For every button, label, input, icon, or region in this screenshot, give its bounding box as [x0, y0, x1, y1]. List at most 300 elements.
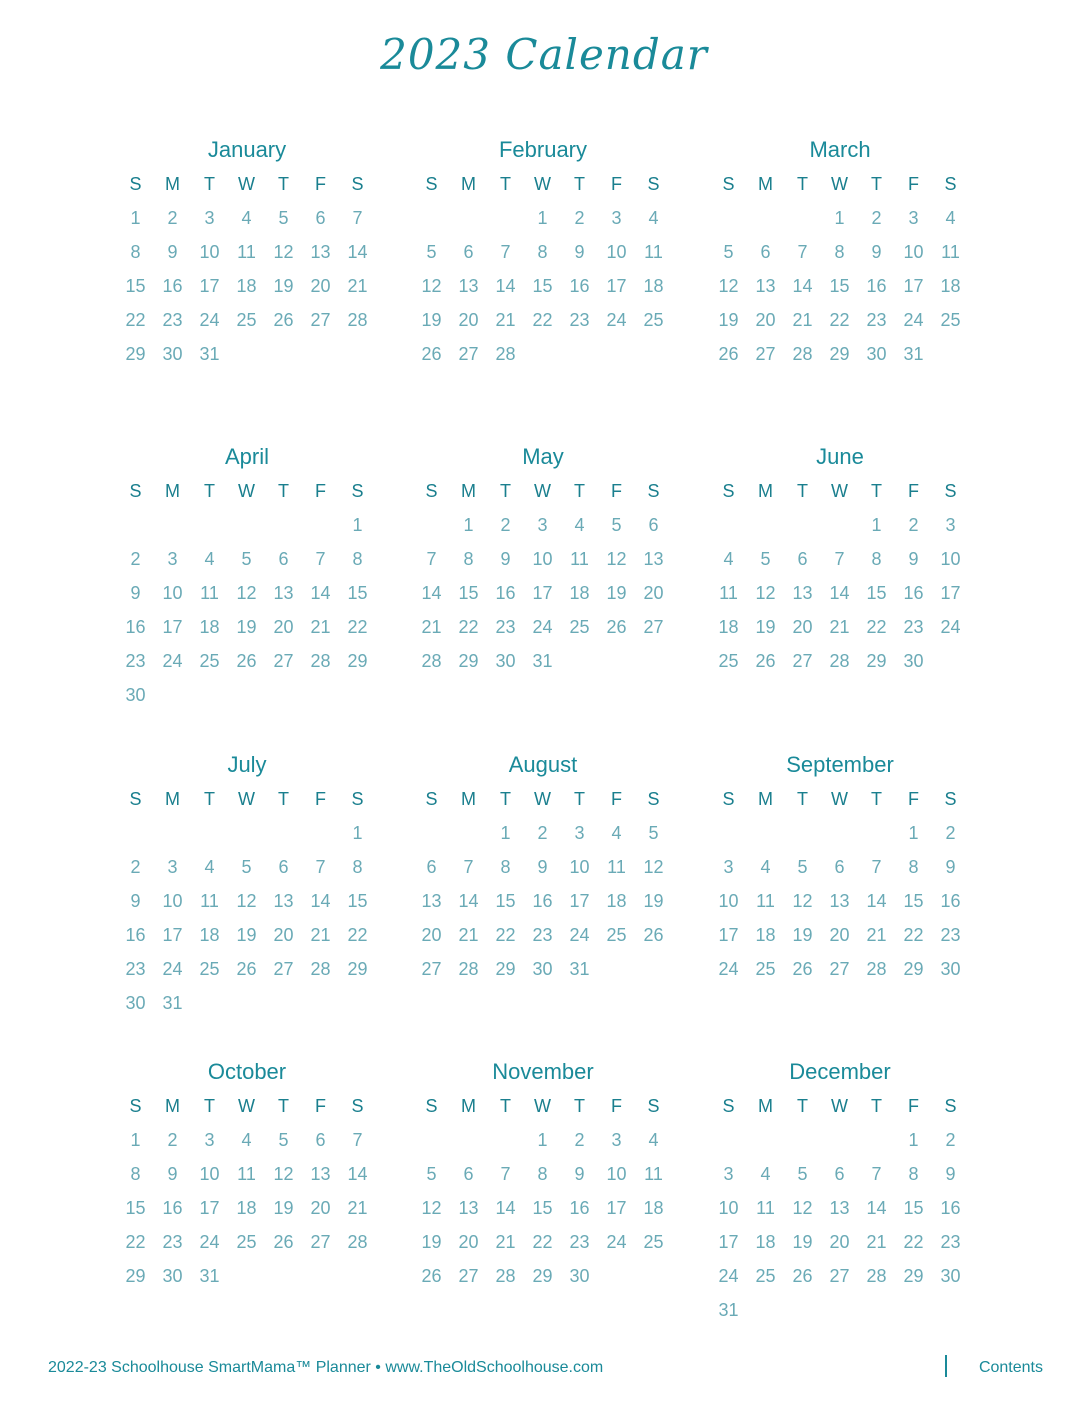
weekday-header: T — [500, 481, 511, 501]
empty-day — [821, 1123, 858, 1157]
day-cell: 27 — [273, 651, 294, 671]
day-cell: 13 — [829, 1198, 850, 1218]
day-cell: 15 — [458, 583, 479, 603]
day-cell: 6 — [834, 1164, 845, 1184]
day-cell: 29 — [347, 959, 368, 979]
day-cell: 9 — [500, 549, 511, 569]
weekday-header: T — [204, 174, 215, 194]
day-cell: 2 — [945, 1130, 956, 1150]
day-cell: 4 — [648, 1130, 659, 1150]
weekday-header: T — [500, 789, 511, 809]
month-name: January — [207, 137, 287, 162]
day-cell: 26 — [643, 925, 664, 945]
day-cell: 16 — [940, 891, 961, 911]
weekday-header: S — [351, 174, 364, 194]
day-cell: 22 — [866, 617, 887, 637]
weekday-header: S — [425, 1096, 438, 1116]
weekday-header: F — [908, 1096, 919, 1116]
day-cell: 15 — [829, 276, 850, 296]
day-cell: 27 — [458, 1266, 479, 1286]
day-cell: 7 — [871, 857, 882, 877]
day-cell: 2 — [574, 208, 585, 228]
day-cell: 8 — [463, 549, 474, 569]
weekday-header: W — [534, 481, 551, 501]
day-cell: 11 — [237, 242, 256, 262]
day-cell: 26 — [606, 617, 627, 637]
day-cell: 13 — [421, 891, 442, 911]
day-cell: 19 — [236, 617, 257, 637]
day-cell: 28 — [866, 1266, 887, 1286]
month-may — [413, 440, 673, 678]
day-cell: 10 — [569, 857, 590, 877]
day-cell: 4 — [241, 208, 252, 228]
day-cell: 7 — [426, 549, 437, 569]
day-cell: 3 — [945, 515, 956, 535]
day-cell: 2 — [574, 1130, 585, 1150]
weekday-header: T — [500, 174, 511, 194]
weekday-header: W — [238, 789, 255, 809]
day-cell: 12 — [273, 242, 294, 262]
weekday-header: M — [758, 481, 773, 501]
day-cell: 30 — [125, 685, 146, 705]
day-cell: 6 — [315, 208, 326, 228]
day-cell: 6 — [315, 1130, 326, 1150]
day-cell: 18 — [940, 276, 961, 296]
day-cell: 3 — [204, 208, 215, 228]
month-name: July — [227, 752, 267, 777]
day-cell: 12 — [792, 891, 813, 911]
month-name: December — [789, 1059, 891, 1084]
day-cell: 13 — [273, 583, 294, 603]
month-october — [117, 1055, 377, 1293]
day-cell: 29 — [347, 651, 368, 671]
day-grid — [413, 474, 673, 678]
day-cell: 20 — [458, 1232, 479, 1252]
day-grid — [710, 782, 970, 986]
day-cell: 9 — [574, 242, 585, 262]
day-cell: 5 — [426, 242, 437, 262]
empty-day — [265, 816, 302, 850]
weekday-header: T — [204, 789, 215, 809]
day-cell: 15 — [903, 1198, 924, 1218]
weekday-header: M — [758, 1096, 773, 1116]
month-name: October — [207, 1059, 287, 1084]
day-cell: 26 — [421, 344, 442, 364]
day-cell: 26 — [792, 959, 813, 979]
day-cell: 10 — [606, 1164, 627, 1184]
day-cell: 20 — [829, 1232, 850, 1252]
day-cell: 15 — [125, 276, 146, 296]
day-cell: 24 — [940, 617, 961, 637]
month-name: May — [522, 444, 564, 469]
day-cell: 29 — [829, 344, 850, 364]
weekday-header: T — [574, 789, 585, 809]
weekday-header: S — [351, 1096, 364, 1116]
day-cell: 5 — [723, 242, 734, 262]
day-cell: 12 — [606, 549, 627, 569]
empty-day — [450, 816, 487, 850]
contents-link[interactable]: Contents — [978, 1359, 1043, 1376]
day-cell: 30 — [125, 993, 146, 1013]
day-cell: 1 — [352, 823, 363, 843]
day-cell: 27 — [310, 310, 331, 330]
day-cell: 6 — [278, 857, 289, 877]
day-cell: 17 — [199, 276, 220, 296]
day-cell: 14 — [792, 276, 813, 296]
day-cell: 1 — [871, 515, 882, 535]
day-cell: 6 — [463, 242, 474, 262]
day-cell: 14 — [829, 583, 850, 603]
weekday-header: M — [165, 789, 180, 809]
day-cell: 19 — [421, 310, 442, 330]
weekday-header: S — [647, 1096, 660, 1116]
day-cell: 24 — [162, 959, 183, 979]
weekday-header: W — [831, 789, 848, 809]
day-cell: 12 — [792, 1198, 813, 1218]
day-cell: 14 — [347, 242, 368, 262]
weekday-header: S — [722, 1096, 735, 1116]
weekday-header: T — [574, 1096, 585, 1116]
day-cell: 16 — [162, 1198, 183, 1218]
day-cell: 9 — [537, 857, 548, 877]
day-cell: 25 — [940, 310, 961, 330]
empty-day — [191, 816, 228, 850]
weekday-header: S — [944, 789, 957, 809]
weekday-header: F — [315, 789, 326, 809]
day-cell: 29 — [903, 959, 924, 979]
day-cell: 12 — [643, 857, 664, 877]
day-cell: 1 — [130, 208, 141, 228]
day-cell: 27 — [829, 1266, 850, 1286]
empty-day — [302, 508, 339, 542]
day-grid — [413, 1089, 673, 1293]
day-cell: 8 — [834, 242, 845, 262]
day-cell: 30 — [162, 1266, 183, 1286]
day-cell: 12 — [421, 1198, 442, 1218]
day-cell: 28 — [347, 310, 368, 330]
empty-day — [747, 508, 784, 542]
empty-day — [487, 1123, 524, 1157]
day-cell: 19 — [643, 891, 664, 911]
day-cell: 10 — [903, 242, 924, 262]
day-cell: 7 — [871, 1164, 882, 1184]
day-cell: 29 — [458, 651, 479, 671]
weekday-header: M — [758, 789, 773, 809]
weekday-header: W — [831, 481, 848, 501]
day-cell: 30 — [940, 959, 961, 979]
day-cell: 13 — [273, 891, 294, 911]
day-cell: 14 — [458, 891, 479, 911]
empty-day — [784, 201, 821, 235]
day-cell: 18 — [236, 276, 257, 296]
day-cell: 25 — [199, 959, 220, 979]
day-grid — [117, 167, 377, 371]
day-cell: 21 — [866, 1232, 887, 1252]
day-cell: 5 — [760, 549, 771, 569]
day-cell: 18 — [643, 1198, 664, 1218]
empty-day — [413, 201, 450, 235]
day-cell: 16 — [903, 583, 924, 603]
weekday-header: T — [278, 174, 289, 194]
weekday-header: S — [129, 789, 142, 809]
day-cell: 22 — [532, 310, 553, 330]
day-cell: 18 — [199, 617, 220, 637]
day-cell: 6 — [834, 857, 845, 877]
day-cell: 23 — [162, 310, 183, 330]
day-cell: 26 — [236, 651, 257, 671]
day-cell: 16 — [532, 891, 553, 911]
day-cell: 10 — [162, 891, 183, 911]
weekday-header: S — [647, 481, 660, 501]
weekday-header: S — [944, 174, 957, 194]
day-cell: 13 — [310, 1164, 331, 1184]
day-cell: 24 — [199, 310, 220, 330]
weekday-header: F — [908, 789, 919, 809]
day-cell: 17 — [718, 1232, 739, 1252]
day-cell: 30 — [940, 1266, 961, 1286]
weekday-header: S — [722, 481, 735, 501]
month-february — [413, 133, 673, 371]
day-cell: 18 — [606, 891, 627, 911]
day-cell: 19 — [792, 1232, 813, 1252]
day-cell: 4 — [204, 549, 215, 569]
empty-day — [747, 201, 784, 235]
day-grid — [117, 1089, 377, 1293]
day-cell: 5 — [648, 823, 659, 843]
day-cell: 3 — [574, 823, 585, 843]
day-cell: 6 — [278, 549, 289, 569]
day-cell: 10 — [199, 242, 220, 262]
day-cell: 5 — [241, 857, 252, 877]
day-cell: 14 — [310, 583, 331, 603]
day-cell: 7 — [500, 242, 511, 262]
day-cell: 4 — [241, 1130, 252, 1150]
day-cell: 27 — [643, 617, 664, 637]
weekday-header: S — [425, 481, 438, 501]
day-cell: 16 — [125, 617, 146, 637]
day-cell: 4 — [611, 823, 622, 843]
day-cell: 27 — [458, 344, 479, 364]
weekday-header: S — [647, 789, 660, 809]
day-cell: 23 — [495, 617, 516, 637]
day-cell: 22 — [903, 1232, 924, 1252]
empty-day — [784, 508, 821, 542]
empty-day — [228, 816, 265, 850]
day-cell: 25 — [643, 310, 664, 330]
day-cell: 26 — [236, 959, 257, 979]
day-cell: 8 — [130, 242, 141, 262]
day-cell: 24 — [718, 1266, 739, 1286]
weekday-header: T — [204, 481, 215, 501]
day-cell: 10 — [162, 583, 183, 603]
day-cell: 18 — [643, 276, 664, 296]
weekday-header: T — [204, 1096, 215, 1116]
weekday-header: F — [611, 481, 622, 501]
weekday-header: F — [611, 174, 622, 194]
day-cell: 20 — [829, 925, 850, 945]
weekday-header: T — [278, 481, 289, 501]
day-cell: 28 — [866, 959, 887, 979]
day-cell: 9 — [871, 242, 882, 262]
day-cell: 7 — [352, 208, 363, 228]
day-cell: 11 — [756, 1198, 775, 1218]
day-cell: 31 — [903, 344, 924, 364]
weekday-header: T — [574, 174, 585, 194]
day-cell: 5 — [278, 208, 289, 228]
day-cell: 22 — [347, 925, 368, 945]
weekday-header: F — [315, 174, 326, 194]
day-cell: 9 — [167, 1164, 178, 1184]
day-cell: 17 — [718, 925, 739, 945]
day-cell: 5 — [797, 1164, 808, 1184]
empty-day — [858, 1123, 895, 1157]
empty-day — [117, 508, 154, 542]
empty-day — [710, 816, 747, 850]
footer — [48, 1355, 1043, 1383]
day-cell: 12 — [273, 1164, 294, 1184]
day-cell: 28 — [495, 344, 516, 364]
day-cell: 23 — [866, 310, 887, 330]
weekday-header: S — [425, 789, 438, 809]
day-cell: 2 — [500, 515, 511, 535]
day-cell: 31 — [532, 651, 553, 671]
day-cell: 10 — [940, 549, 961, 569]
weekday-header: M — [165, 1096, 180, 1116]
day-cell: 16 — [940, 1198, 961, 1218]
weekday-header: M — [461, 174, 476, 194]
day-cell: 10 — [532, 549, 553, 569]
day-cell: 17 — [940, 583, 961, 603]
day-cell: 4 — [648, 208, 659, 228]
day-cell: 16 — [866, 276, 887, 296]
day-cell: 23 — [125, 959, 146, 979]
day-cell: 7 — [315, 549, 326, 569]
day-cell: 15 — [347, 891, 368, 911]
day-cell: 1 — [130, 1130, 141, 1150]
day-cell: 24 — [606, 310, 627, 330]
day-cell: 18 — [236, 1198, 257, 1218]
day-cell: 11 — [644, 242, 663, 262]
weekday-header: M — [165, 174, 180, 194]
weekday-header: T — [797, 174, 808, 194]
day-cell: 10 — [718, 891, 739, 911]
day-cell: 4 — [760, 1164, 771, 1184]
day-cell: 13 — [755, 276, 776, 296]
day-cell: 19 — [606, 583, 627, 603]
day-cell: 8 — [871, 549, 882, 569]
day-cell: 15 — [347, 583, 368, 603]
day-grid — [710, 474, 970, 678]
day-cell: 21 — [829, 617, 850, 637]
day-cell: 23 — [940, 925, 961, 945]
weekday-header: T — [871, 481, 882, 501]
day-grid — [117, 474, 377, 712]
weekday-header: S — [351, 481, 364, 501]
day-cell: 11 — [237, 1164, 256, 1184]
day-cell: 1 — [537, 1130, 548, 1150]
day-cell: 3 — [611, 208, 622, 228]
day-cell: 9 — [945, 1164, 956, 1184]
day-cell: 10 — [199, 1164, 220, 1184]
day-cell: 4 — [574, 515, 585, 535]
day-cell: 17 — [606, 276, 627, 296]
day-cell: 11 — [644, 1164, 663, 1184]
day-cell: 28 — [421, 651, 442, 671]
day-cell: 1 — [908, 1130, 919, 1150]
empty-day — [413, 508, 450, 542]
empty-day — [265, 508, 302, 542]
day-cell: 28 — [495, 1266, 516, 1286]
day-cell: 16 — [125, 925, 146, 945]
day-cell: 13 — [643, 549, 664, 569]
day-cell: 8 — [908, 1164, 919, 1184]
empty-day — [858, 816, 895, 850]
day-cell: 17 — [903, 276, 924, 296]
empty-day — [747, 816, 784, 850]
day-cell: 16 — [162, 276, 183, 296]
day-cell: 24 — [569, 925, 590, 945]
day-cell: 27 — [829, 959, 850, 979]
day-cell: 25 — [643, 1232, 664, 1252]
day-cell: 13 — [792, 583, 813, 603]
day-cell: 26 — [718, 344, 739, 364]
day-cell: 17 — [162, 925, 183, 945]
day-cell: 25 — [569, 617, 590, 637]
day-cell: 11 — [200, 583, 219, 603]
day-cell: 28 — [792, 344, 813, 364]
day-cell: 5 — [426, 1164, 437, 1184]
day-cell: 22 — [125, 1232, 146, 1252]
weekday-header: T — [871, 1096, 882, 1116]
day-cell: 26 — [273, 1232, 294, 1252]
weekday-header: F — [611, 1096, 622, 1116]
day-cell: 18 — [199, 925, 220, 945]
day-grid — [117, 782, 377, 1020]
day-cell: 23 — [569, 1232, 590, 1252]
weekday-header: T — [278, 1096, 289, 1116]
day-cell: 19 — [273, 1198, 294, 1218]
day-cell: 23 — [532, 925, 553, 945]
day-cell: 26 — [755, 651, 776, 671]
weekday-header: T — [574, 481, 585, 501]
day-cell: 7 — [463, 857, 474, 877]
empty-day — [784, 1123, 821, 1157]
day-cell: 27 — [310, 1232, 331, 1252]
month-august — [413, 748, 673, 986]
month-name: September — [786, 752, 894, 777]
weekday-header: M — [461, 789, 476, 809]
day-cell: 6 — [648, 515, 659, 535]
day-cell: 17 — [199, 1198, 220, 1218]
empty-day — [487, 201, 524, 235]
day-cell: 23 — [903, 617, 924, 637]
day-cell: 14 — [310, 891, 331, 911]
weekday-header: T — [797, 1096, 808, 1116]
footer-divider — [945, 1355, 947, 1377]
weekday-header: W — [238, 174, 255, 194]
day-cell: 23 — [569, 310, 590, 330]
weekday-header: W — [534, 1096, 551, 1116]
day-cell: 2 — [945, 823, 956, 843]
weekday-header: S — [129, 1096, 142, 1116]
empty-day — [154, 508, 191, 542]
day-cell: 25 — [199, 651, 220, 671]
day-cell: 8 — [352, 549, 363, 569]
day-cell: 29 — [125, 344, 146, 364]
day-cell: 12 — [421, 276, 442, 296]
day-cell: 29 — [866, 651, 887, 671]
day-cell: 3 — [537, 515, 548, 535]
